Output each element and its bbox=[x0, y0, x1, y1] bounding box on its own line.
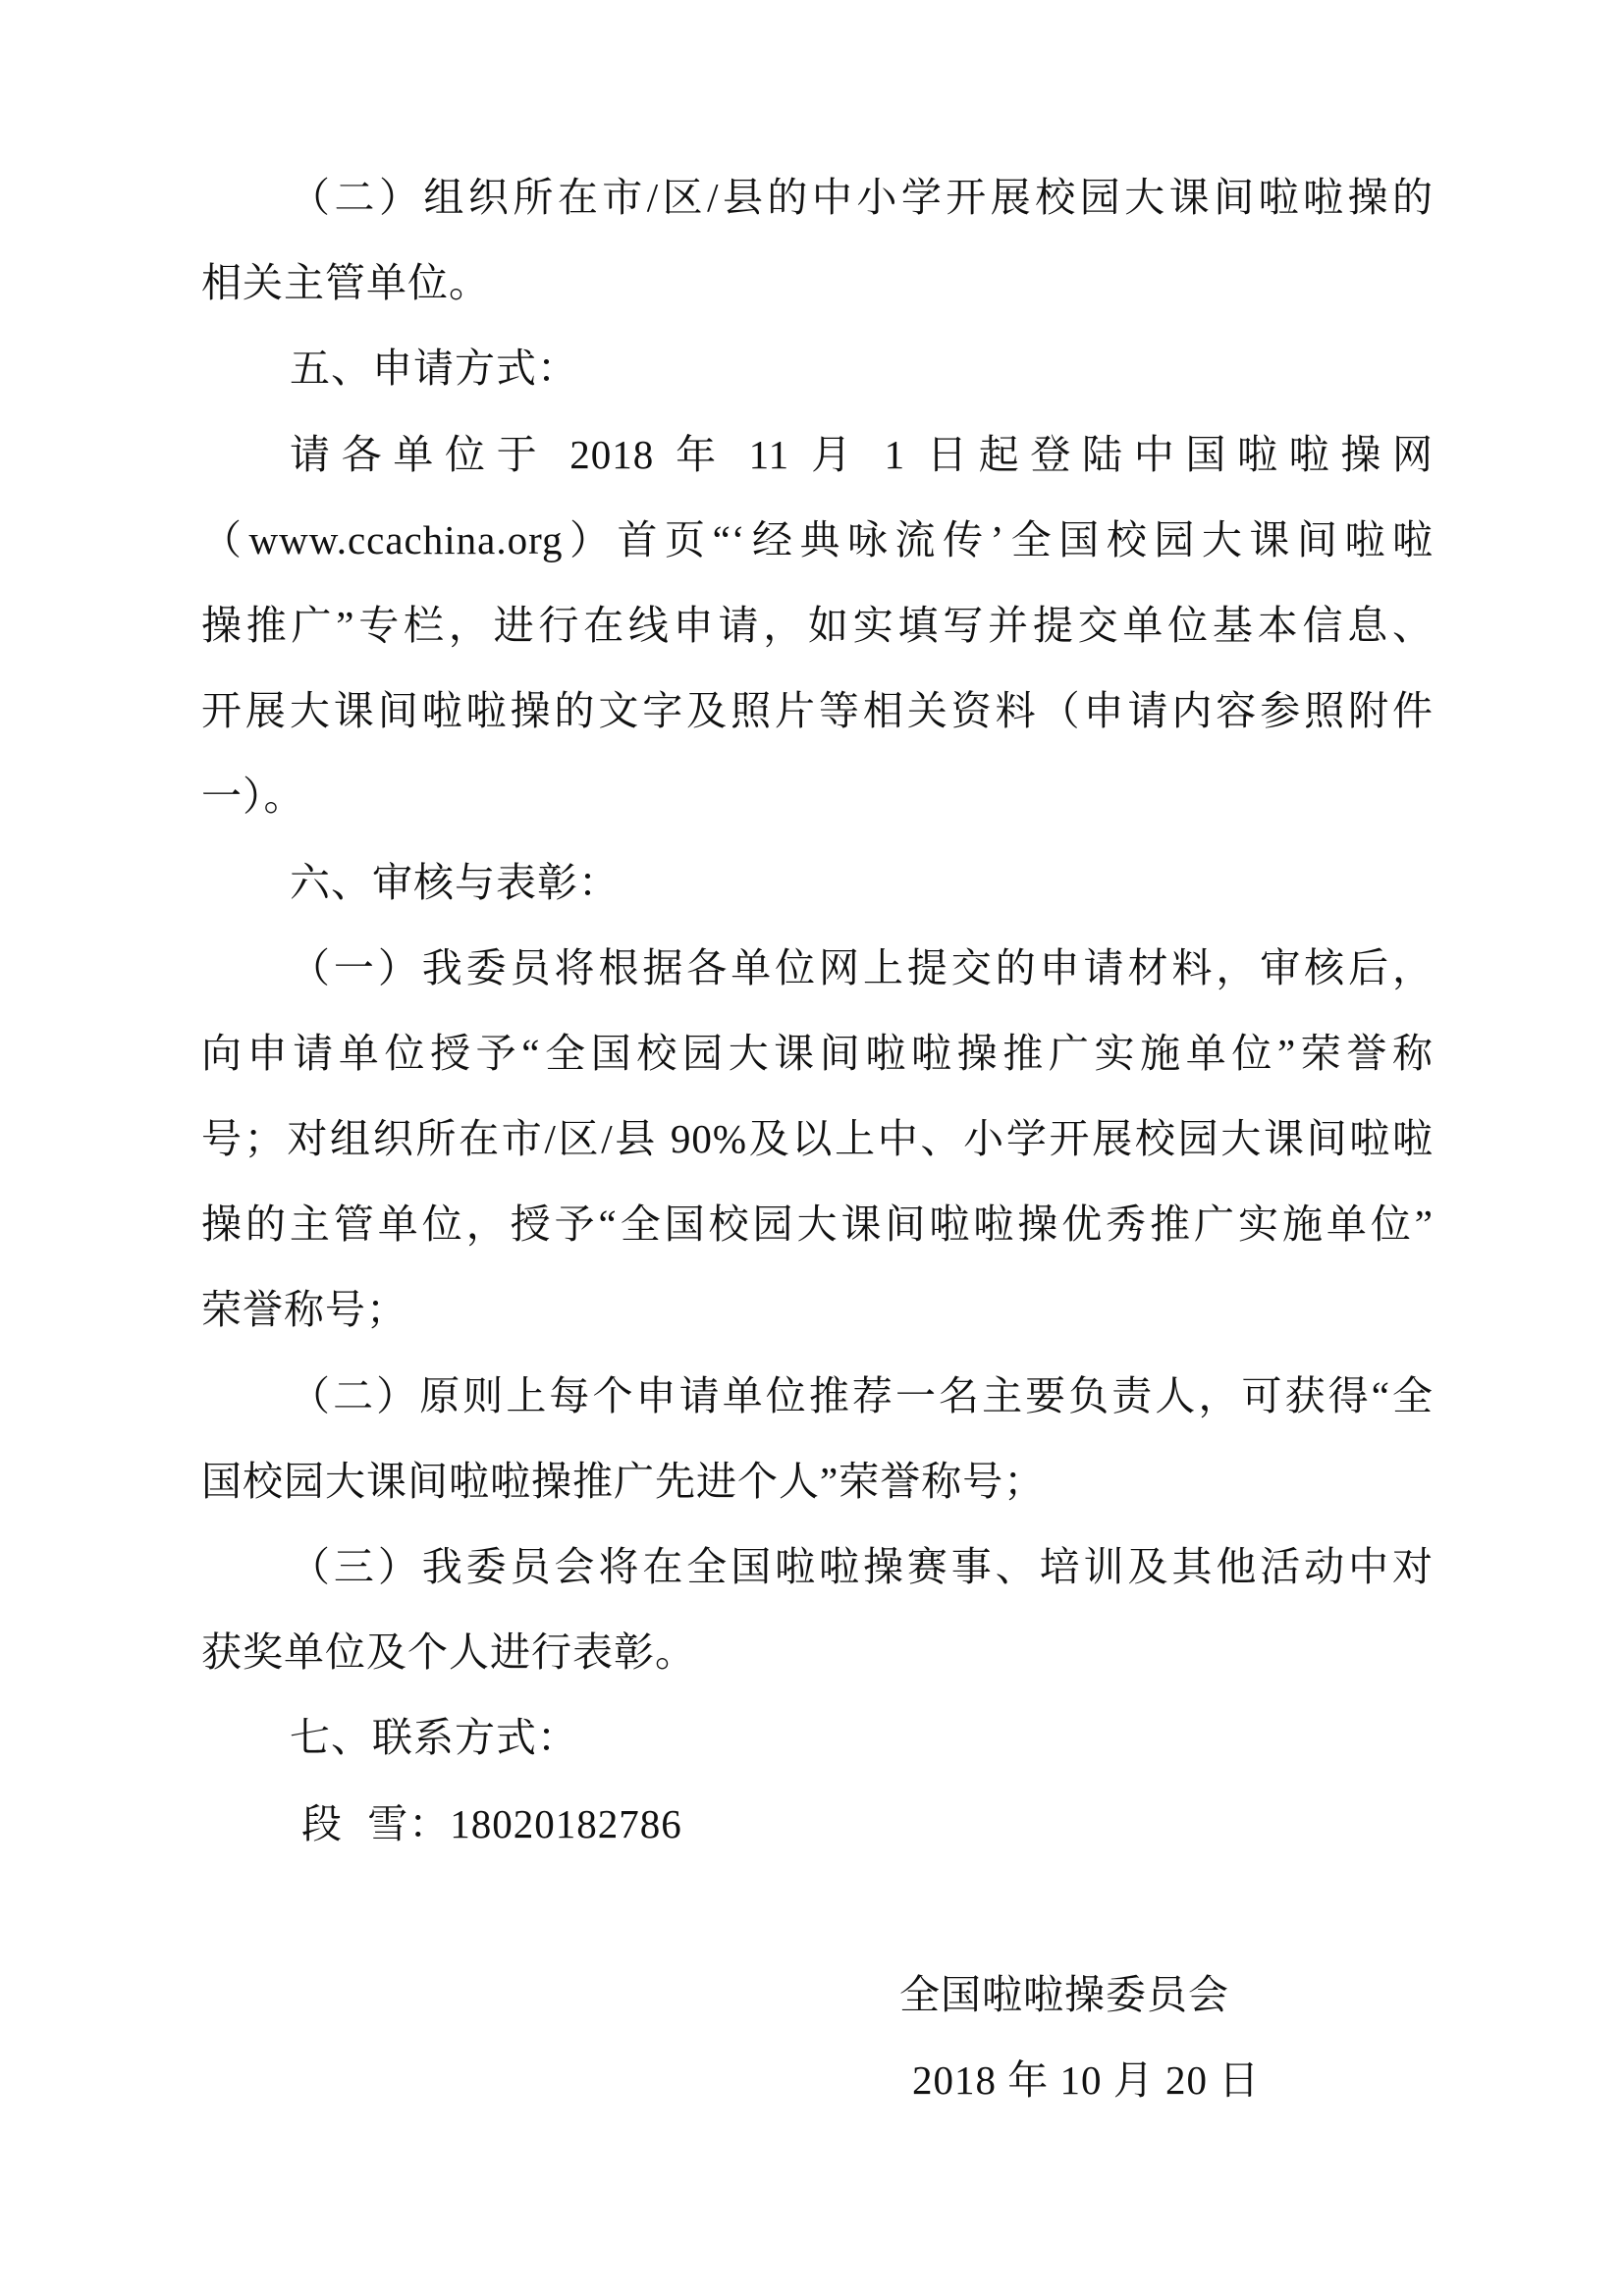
heading-application-method bbox=[201, 326, 1434, 411]
signature-block bbox=[201, 1952, 1434, 2123]
paragraph-application-details bbox=[201, 412, 1434, 840]
section-heading: 六、审核与表彰： bbox=[290, 859, 620, 905]
paragraph-review-3 bbox=[201, 1524, 1434, 1695]
text-line: （www.ccachina.org）首页“‘经典咏流传’全国校园大课间啦啦 bbox=[201, 516, 1434, 562]
text-line: 号；对组织所在市/区/县 90%及以上中、小学开展校园大课间啦啦 bbox=[201, 1116, 1434, 1162]
text-line: 一）。 bbox=[201, 774, 305, 820]
text-line: 获奖单位及个人进行表彰。 bbox=[201, 1629, 696, 1676]
paragraph-section-4-2 bbox=[201, 155, 1434, 326]
signature-date: 2018 年 10 月 20 日 bbox=[912, 2057, 1261, 2104]
contact-line: 段 雪：18020182786 bbox=[301, 1800, 682, 1846]
text-line: （三）我委员会将在全国啦啦操赛事、培训及其他活动中对 bbox=[290, 1544, 1434, 1589]
heading-contact bbox=[201, 1695, 1434, 1781]
text-line: （一）我委员将根据各单位网上提交的申请材料，审核后， bbox=[290, 944, 1434, 990]
document-body bbox=[201, 155, 1434, 2123]
text-line: 荣誉称号； bbox=[201, 1287, 407, 1333]
section-heading: 五、申请方式： bbox=[290, 346, 578, 392]
heading-review-commendation bbox=[201, 840, 1434, 926]
text-line: 相关主管单位。 bbox=[201, 260, 490, 306]
text-line: 请各单位于 2018 年 11 月 1 日起登陆中国啦啦操网 bbox=[290, 431, 1434, 477]
signature-organization: 全国啦啦操委员会 bbox=[899, 1971, 1229, 2017]
section-heading: 七、联系方式： bbox=[290, 1715, 578, 1761]
text-line: 开展大课间啦啦操的文字及照片等相关资料（申请内容参照附件 bbox=[201, 688, 1434, 734]
text-line: 向申请单位授予“全国校园大课间啦啦操推广实施单位”荣誉称 bbox=[201, 1030, 1434, 1076]
paragraph-review-1 bbox=[201, 926, 1434, 1354]
text-line: 国校园大课间啦啦操推广先进个人”荣誉称号； bbox=[201, 1458, 1046, 1504]
paragraph-review-2 bbox=[201, 1354, 1434, 1524]
text-line: （二）原则上每个申请单位推荐一名主要负责人，可获得“全 bbox=[290, 1372, 1434, 1418]
text-line: 操的主管单位，授予“全国校园大课间啦啦操优秀推广实施单位” bbox=[201, 1201, 1434, 1248]
text-line: 操推广”专栏，进行在线申请，如实填写并提交单位基本信息、 bbox=[201, 602, 1434, 648]
text-line: （二）组织所在市/区/县的中小学开展校园大课间啦啦操的 bbox=[290, 175, 1434, 220]
